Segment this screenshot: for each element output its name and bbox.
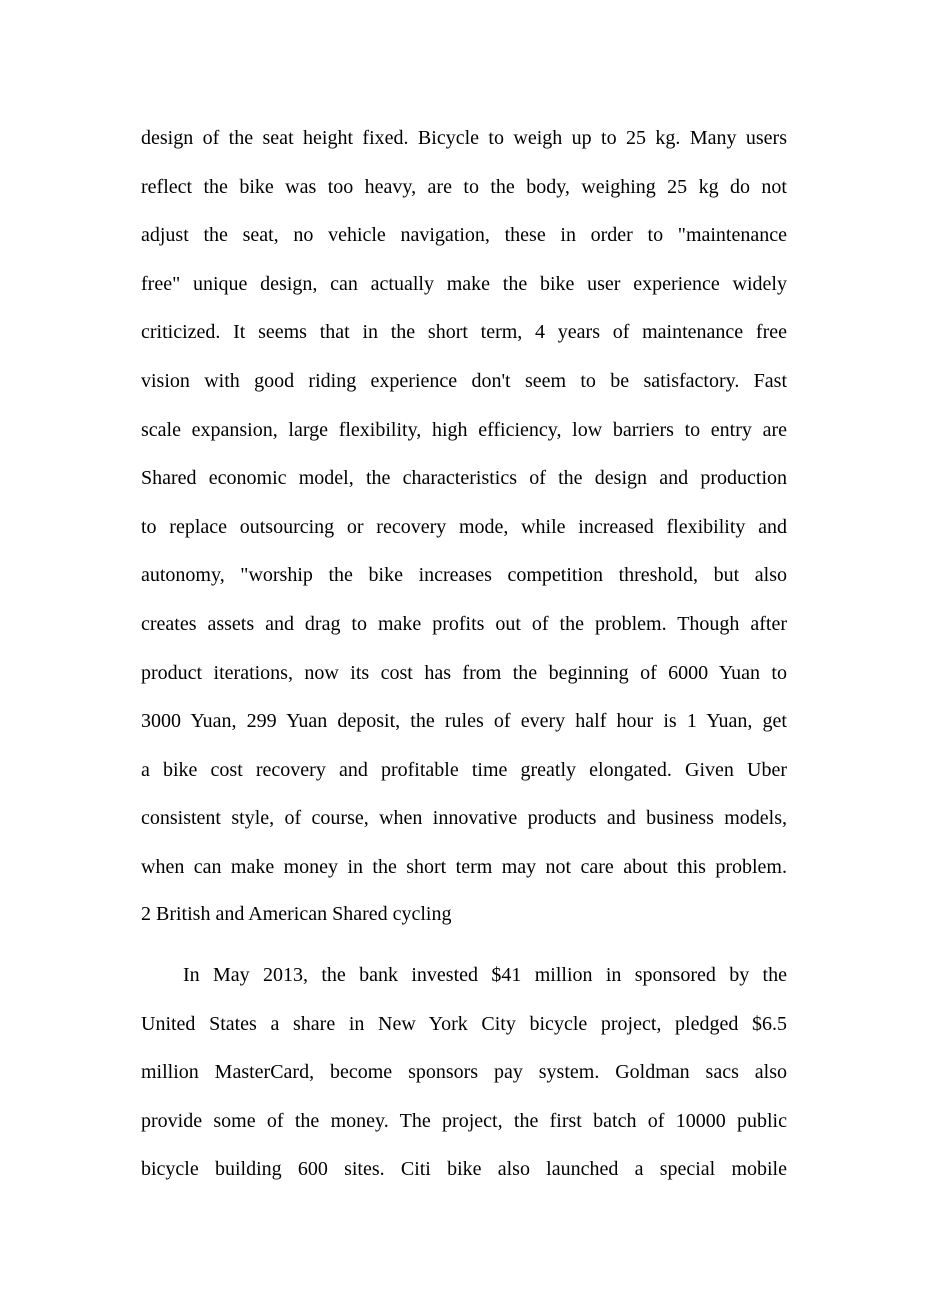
paragraph-line: United States a share in New York City bicycle project, pledged $6.5: [141, 1012, 787, 1035]
paragraph-citi-bike: [141, 951, 787, 1194]
paragraph-line: to replace outsourcing or recovery mode, while increased flexibility and: [141, 515, 787, 538]
paragraph-line: free" unique design, can actually make the bike user experience widely: [141, 272, 787, 295]
paragraph-line: autonomy, "worship the bike increases competition threshold, but also: [141, 564, 787, 587]
paragraph-line: product iterations, now its cost has from the beginning of 6000 Yuan to: [141, 661, 787, 684]
paragraph-line: scale expansion, large flexibility, high efficiency, low barriers to entry are: [141, 418, 787, 441]
paragraph-line: a bike cost recovery and profitable time greatly elongated. Given Uber: [141, 758, 787, 781]
paragraph-line: Shared economic model, the characteristics of the design and production: [141, 467, 787, 490]
paragraph-line: 3000 Yuan, 299 Yuan deposit, the rules of every half hour is 1 Yuan, get: [141, 710, 787, 733]
paragraph-line: creates assets and drag to make profits out of the problem. Though after: [141, 612, 787, 635]
paragraph-line: consistent style, of course, when innovative products and business models,: [141, 807, 787, 830]
paragraph-seat-design: [141, 114, 787, 892]
paragraph-line: design of the seat height fixed. Bicycle to weigh up to 25 kg. Many users: [141, 127, 787, 149]
paragraph-line: million MasterCard, become sponsors pay system. Goldman sacs also: [141, 1061, 787, 1084]
paragraph-line: vision with good riding experience don't seem to be satisfactory. Fast: [141, 369, 787, 392]
paragraph-line: when can make money in the short term may not care about this problem.: [141, 855, 787, 878]
paragraph-line: reflect the bike was too heavy, are to the body, weighing 25 kg do not: [141, 175, 787, 198]
paragraph-line: adjust the seat, no vehicle navigation, these in order to "maintenance: [141, 224, 787, 247]
section-heading: 2 British and American Shared cycling: [141, 903, 452, 925]
paragraph-line: In May 2013, the bank invested $41 million in sponsored by the: [183, 964, 787, 986]
paragraph-line: bicycle building 600 sites. Citi bike also launched a special mobile: [141, 1158, 787, 1181]
paragraph-line: criticized. It seems that in the short term, 4 years of maintenance free: [141, 321, 787, 344]
paragraph-line: provide some of the money. The project, the first batch of 10000 public: [141, 1109, 787, 1132]
